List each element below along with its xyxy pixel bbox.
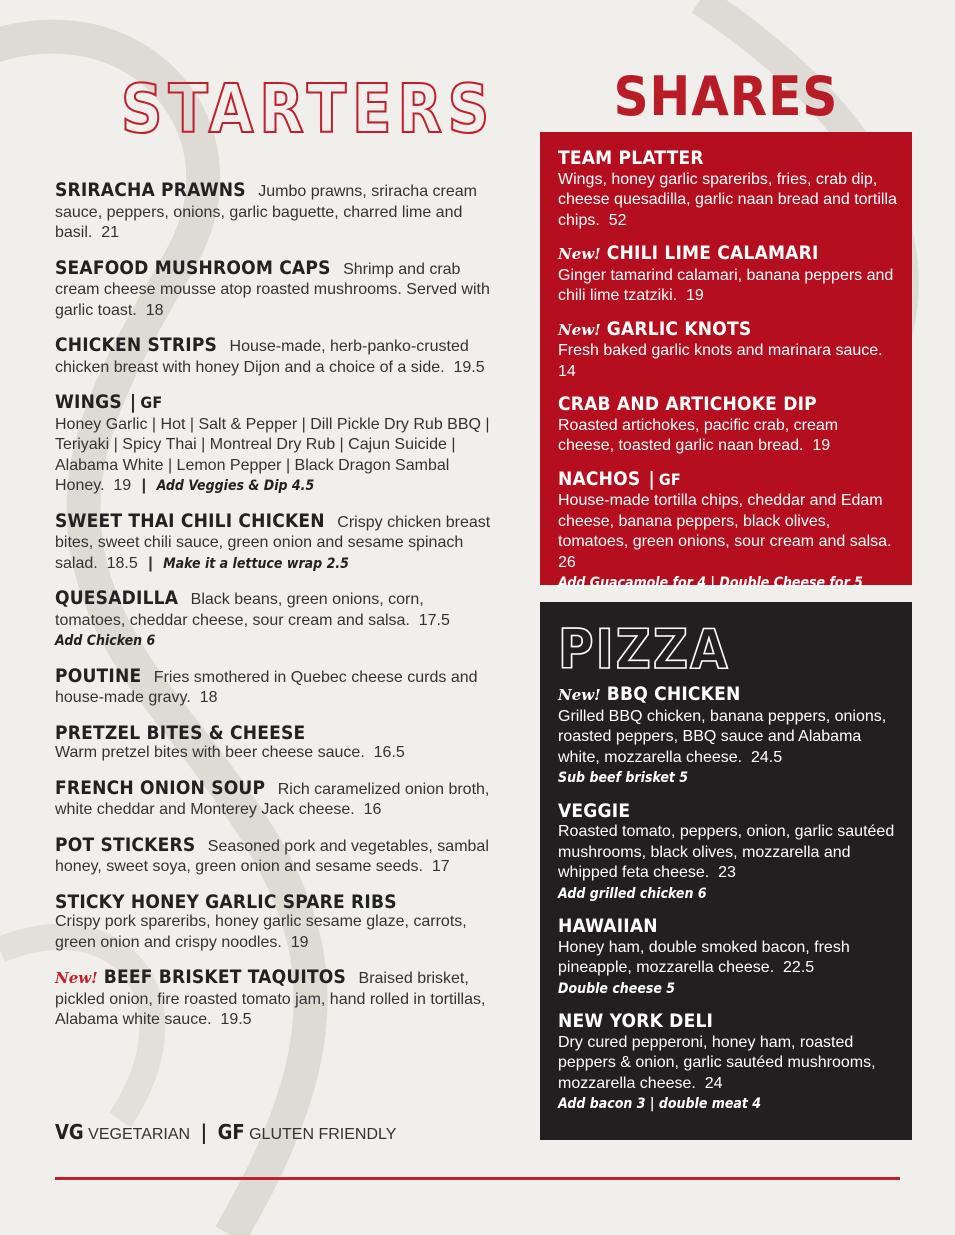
item-price: 17.5 [418, 611, 450, 629]
footer-rule [55, 1177, 900, 1180]
menu-item [55, 666, 495, 709]
item-price: 21 [101, 224, 120, 241]
item-name: BBQ CHICKEN [606, 683, 741, 705]
gf-label: GLUTEN FRIENDLY [249, 1126, 397, 1143]
item-name: HAWAIIAN [558, 915, 658, 937]
item-price: 26 [558, 553, 576, 571]
vg-label: VEGETARIAN [88, 1126, 191, 1143]
item-addon: Make it a lettuce wrap 2.5 [163, 555, 349, 572]
menu-item [55, 835, 495, 878]
starters-title: STARTERS [121, 71, 496, 149]
item-name: STICKY HONEY GARLIC SPARE RIBS [55, 890, 397, 913]
item-name: TEAM PLATTER [558, 147, 704, 169]
item-addon: Add grilled chicken 6 [558, 885, 707, 902]
item-desc: Dry cured pepperoni, honey ham, roasted peppers & onion, garlic sautéed mushrooms, mozzarella cheese. [558, 1033, 876, 1092]
menu-item: WINGS | GF Honey Garlic | Hot | Salt & Pepper | Dill Pickle Dry Rub BBQ | Teriyaki | Spicy Thai | Montreal Dry Rub | Cajun Suicide | Alabama White | Lemon Pepper | Black Dragon Sambal Honey. 19 | Add Veggies & Dip 4.5 [55, 391, 490, 494]
menu-item [55, 778, 495, 821]
item-desc: Jumbo prawns, sriracha cream sauce, peppers, onions, garlic baguette, charred lime and basil. [55, 183, 477, 241]
item-price: 19 [812, 437, 831, 454]
item-desc: Ginger tamarind calamari, banana peppers and chili lime tzatziki. [558, 266, 894, 304]
item-desc: Fries smothered in Quebec cheese curds and house-made gravy. [55, 668, 478, 706]
item-name: QUESADILLA [55, 587, 179, 609]
item-desc: Roasted tomato, peppers, onion, garlic sautéed mushrooms, black olives, mozzarella and whipped feta cheese. [558, 823, 895, 881]
item-addon: Add Chicken 6 [55, 633, 156, 649]
item-desc: Crispy chicken breast bites, sweet chili sauce, green onion and sesame spinach salad. [55, 513, 491, 572]
item-addon: Add Veggies & Dip 4.5 [156, 478, 315, 494]
menu-item [558, 394, 898, 457]
menu-item [558, 916, 898, 999]
menu-item [55, 723, 495, 764]
item-desc: Crispy pork spareribs, honey garlic sesame glaze, carrots, green onion and crispy noodles. [55, 913, 467, 951]
menu-item [55, 258, 495, 322]
item-desc: Grilled BBQ chicken, banana peppers, onions, roasted peppers, BBQ sauce and Alabama white, mozzarella cheese. [558, 707, 887, 766]
item-name: FRENCH ONION SOUP [55, 776, 266, 799]
menu-item: SWEET THAI CHILI CHICKEN Crispy chicken breast bites, sweet chili sauce, green onion and sesame spinach salad. 18.5 | Make it a lettuce wrap 2.5 [55, 509, 491, 572]
item-name: CRAB AND ARTICHOKE DIP [558, 393, 817, 415]
item-price: 18 [145, 301, 164, 319]
item-name: SWEET THAI CHILI CHICKEN [55, 509, 325, 532]
item-price: 16 [363, 801, 382, 818]
menu-item [55, 588, 495, 652]
item-addon: Sub beef brisket 5 [558, 770, 689, 786]
new-badge: New! [558, 686, 601, 704]
item-desc: Seasoned pork and vegetables, sambal honey, sweet soya, green onion and sesame seeds. [55, 837, 489, 875]
new-badge: New! [558, 320, 601, 339]
item-name: BEEF BRISKET TAQUITOS [103, 966, 347, 988]
item-price: 19.5 [220, 1011, 252, 1028]
gf-tag: GF [140, 393, 163, 412]
item-desc: Rich caramelized onion broth, white cheddar and Monterey Jack cheese. [55, 780, 490, 818]
item-desc: Roasted artichokes, pacific crab, cream cheese, toasted garlic naan bread. [558, 416, 839, 454]
menu-item: NACHOS | GF House-made tortilla chips, cheddar and Edam cheese, banana peppers, black olives, tomatoes, green onions, sour cream and salsa. 26 Add Guacamole for 4 | Double Cheese for 5 [558, 469, 898, 594]
item-price: 52 [608, 211, 627, 229]
item-price: 17 [431, 858, 450, 875]
item-price: 14 [558, 362, 576, 380]
gf-code: GF [217, 1120, 245, 1144]
item-desc: House-made, herb-panko-crusted chicken breast with honey Dijon and a choice of a side. [55, 338, 469, 376]
menu-item [558, 801, 898, 905]
new-badge: New! [558, 245, 601, 263]
item-name: GARLIC KNOTS [606, 317, 752, 340]
menu-item [55, 180, 495, 244]
item-desc: Honey ham, double smoked bacon, fresh pineapple, mozzarella cheese. [558, 938, 850, 976]
menu-item [558, 1011, 898, 1115]
starters-section [55, 70, 495, 1045]
item-price: 19 [686, 287, 704, 304]
item-desc: Shrimp and crab cream cheese mousse atop roasted mushrooms. Served with garlic toast. [55, 260, 490, 319]
menu-item [558, 684, 898, 789]
item-desc: Fresh baked garlic knots and marinara sauce. [558, 342, 883, 359]
item-addon: Double cheese 5 [558, 980, 676, 997]
diet-legend: VG VEGETARIAN | GF GLUTEN FRIENDLY [55, 1120, 397, 1144]
item-desc: Braised brisket, pickled onion, fire roasted tomato jam, hand rolled in tortillas, Alabama white sauce. [55, 970, 486, 1028]
item-name: NACHOS [558, 467, 641, 490]
item-name: SRIRACHA PRAWNS [55, 179, 246, 201]
item-desc: Wings, honey garlic spareribs, fries, crab dip, cheese quesadilla, garlic naan bread and tortilla chips. [558, 170, 897, 229]
item-price: 22.5 [783, 959, 815, 976]
item-addon: Add Guacamole for 4 | Double Cheese for 5 [558, 575, 863, 591]
item-name: PRETZEL BITES & CHEESE [55, 721, 306, 744]
shares-panel [540, 132, 912, 591]
menu-item [558, 319, 898, 383]
item-desc: Warm pretzel bites with beer cheese sauce. [55, 744, 365, 761]
item-price: 19.5 [453, 358, 485, 376]
menu-item [55, 967, 495, 1031]
item-price: 24 [704, 1074, 723, 1092]
menu-item [558, 243, 898, 307]
pizza-panel [540, 602, 912, 1140]
item-name: CHICKEN STRIPS [55, 334, 218, 356]
item-name: POUTINE [55, 664, 142, 687]
item-price: 24.5 [750, 748, 783, 766]
item-desc: Black beans, green onions, corn, tomatoes, cheddar cheese, sour cream and salsa. [55, 591, 424, 629]
item-name: NEW YORK DELI [558, 1010, 714, 1032]
item-name: CHILI LIME CALAMARI [606, 242, 819, 264]
menu-item [558, 148, 898, 231]
item-desc: House-made tortilla chips, cheddar and Edam cheese, banana peppers, black olives, tomatoes, green onions, sour cream and salsa. [558, 492, 892, 550]
new-badge: New! [55, 969, 98, 987]
menu-item [55, 892, 495, 954]
item-price: 18 [199, 689, 218, 706]
item-price: 23 [718, 864, 736, 881]
item-price: 19 [113, 477, 132, 494]
item-name: SEAFOOD MUSHROOM CAPS [55, 256, 331, 279]
item-name: WINGS [55, 391, 122, 413]
item-name: POT STICKERS [55, 833, 196, 856]
item-price: 18.5 [106, 554, 138, 572]
item-price: 19 [290, 933, 309, 951]
shares-title: SHARES [613, 65, 839, 128]
pizza-title: PIZZA [558, 618, 730, 681]
item-price: 16.5 [373, 744, 405, 761]
menu-item [55, 335, 495, 378]
gf-tag: GF [658, 469, 681, 489]
item-name: VEGGIE [558, 799, 631, 822]
item-addon: Add bacon 3 | double meat 4 [558, 1096, 762, 1112]
vg-code: VG [55, 1120, 84, 1144]
item-desc: Honey Garlic | Hot | Salt & Pepper | Dill Pickle Dry Rub BBQ | Teriyaki | Spicy Thai | Montreal Dry Rub | Cajun Suicide | Alabama White | Lemon Pepper | Black Dragon Sambal Honey. [55, 415, 490, 494]
